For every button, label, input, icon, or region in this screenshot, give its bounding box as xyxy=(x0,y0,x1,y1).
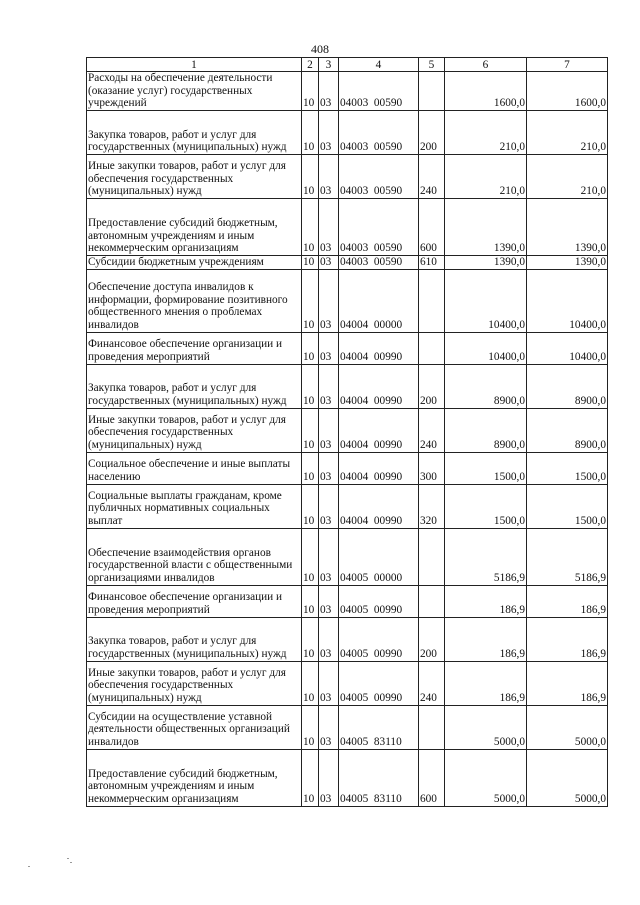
table-row xyxy=(87,661,608,705)
header-col-5: 5 xyxy=(419,58,445,72)
row-name: Финансовое обеспечение организации и проведения мероприятий xyxy=(87,585,302,617)
row-col-7: 1390,0 xyxy=(527,256,608,270)
row-col-7: 5000,0 xyxy=(527,705,608,749)
row-col-2: 10 xyxy=(302,111,319,155)
row-col-3: 03 xyxy=(319,155,339,199)
header-col-3: 3 xyxy=(319,58,339,72)
row-col-3: 03 xyxy=(319,199,339,256)
row-col-6: 10400,0 xyxy=(445,332,527,364)
row-col-6: 210,0 xyxy=(445,155,527,199)
row-col-2: 10 xyxy=(302,256,319,270)
table-row xyxy=(87,705,608,749)
table-row xyxy=(87,452,608,484)
row-col-5 xyxy=(419,585,445,617)
row-col-6: 10400,0 xyxy=(445,269,527,332)
row-col-7: 5000,0 xyxy=(527,749,608,806)
row-col-5: 200 xyxy=(419,617,445,661)
table-row xyxy=(87,256,608,270)
row-col-3: 03 xyxy=(319,452,339,484)
row-col-7: 1600,0 xyxy=(527,72,608,111)
row-name: Предоставление субсидий бюджетным, автономным учреждениям и иным некоммерческим организациям xyxy=(87,199,302,256)
table-row xyxy=(87,332,608,364)
row-col-5: 320 xyxy=(419,484,445,528)
row-col-7: 1500,0 xyxy=(527,452,608,484)
table-row xyxy=(87,749,608,806)
row-col-2: 10 xyxy=(302,72,319,111)
row-col-6: 186,9 xyxy=(445,661,527,705)
table-row xyxy=(87,155,608,199)
row-code: 04005 00000 xyxy=(339,528,419,585)
header-col-2: 2 xyxy=(302,58,319,72)
row-col-7: 186,9 xyxy=(527,585,608,617)
row-col-5: 200 xyxy=(419,111,445,155)
row-col-5: 240 xyxy=(419,661,445,705)
row-col-5 xyxy=(419,705,445,749)
row-col-3: 03 xyxy=(319,364,339,408)
header-col-4: 4 xyxy=(339,58,419,72)
row-col-2: 10 xyxy=(302,585,319,617)
row-col-6: 1600,0 xyxy=(445,72,527,111)
row-col-6: 5186,9 xyxy=(445,528,527,585)
row-col-3: 03 xyxy=(319,332,339,364)
row-col-2: 10 xyxy=(302,749,319,806)
table-row xyxy=(87,484,608,528)
row-col-7: 186,9 xyxy=(527,617,608,661)
row-col-2: 10 xyxy=(302,364,319,408)
row-name: Иные закупки товаров, работ и услуг для обеспечения государственных (муниципальных) нужд xyxy=(87,661,302,705)
row-col-6: 1500,0 xyxy=(445,484,527,528)
row-code: 04003 00590 xyxy=(339,72,419,111)
table-row xyxy=(87,269,608,332)
row-col-2: 10 xyxy=(302,269,319,332)
row-col-7: 8900,0 xyxy=(527,364,608,408)
row-col-3: 03 xyxy=(319,72,339,111)
row-name: Закупка товаров, работ и услуг для государственных (муниципальных) нужд xyxy=(87,364,302,408)
row-code: 04003 00590 xyxy=(339,155,419,199)
row-name: Расходы на обеспечение деятельности (оказание услуг) государственных учреждений xyxy=(87,72,302,111)
row-col-5: 240 xyxy=(419,408,445,452)
row-col-7: 10400,0 xyxy=(527,269,608,332)
row-name: Иные закупки товаров, работ и услуг для обеспечения государственных (муниципальных) нужд xyxy=(87,408,302,452)
row-code: 04004 00990 xyxy=(339,332,419,364)
scan-speck xyxy=(28,866,30,867)
row-col-6: 1390,0 xyxy=(445,199,527,256)
row-col-5: 600 xyxy=(419,749,445,806)
row-code: 04004 00990 xyxy=(339,408,419,452)
row-col-7: 5186,9 xyxy=(527,528,608,585)
row-col-6: 210,0 xyxy=(445,111,527,155)
page-number: 408 xyxy=(311,42,329,56)
budget-table xyxy=(86,57,608,807)
row-col-7: 10400,0 xyxy=(527,332,608,364)
row-col-7: 186,9 xyxy=(527,661,608,705)
row-name: Субсидии на осуществление уставной деятельности общественных организаций инвалидов xyxy=(87,705,302,749)
row-col-2: 10 xyxy=(302,452,319,484)
row-col-2: 10 xyxy=(302,332,319,364)
row-col-5 xyxy=(419,332,445,364)
row-col-6: 1390,0 xyxy=(445,256,527,270)
row-col-5: 610 xyxy=(419,256,445,270)
row-col-3: 03 xyxy=(319,269,339,332)
row-col-6: 8900,0 xyxy=(445,408,527,452)
row-name: Обеспечение доступа инвалидов к информации, формирование позитивного общественного мнения о проблемах инвалидов xyxy=(87,269,302,332)
row-col-3: 03 xyxy=(319,484,339,528)
row-col-3: 03 xyxy=(319,705,339,749)
row-col-2: 10 xyxy=(302,199,319,256)
header-row xyxy=(87,58,608,72)
row-name: Социальные выплаты гражданам, кроме публичных нормативных социальных выплат xyxy=(87,484,302,528)
row-col-3: 03 xyxy=(319,408,339,452)
scan-speck xyxy=(70,862,72,863)
row-col-5 xyxy=(419,528,445,585)
row-col-3: 03 xyxy=(319,617,339,661)
row-code: 04003 00590 xyxy=(339,199,419,256)
table-row xyxy=(87,72,608,111)
row-col-7: 8900,0 xyxy=(527,408,608,452)
table-row xyxy=(87,111,608,155)
row-code: 04003 00590 xyxy=(339,256,419,270)
row-col-5: 240 xyxy=(419,155,445,199)
row-code: 04004 00000 xyxy=(339,269,419,332)
row-name: Финансовое обеспечение организации и проведения мероприятий xyxy=(87,332,302,364)
row-name: Субсидии бюджетным учреждениям xyxy=(87,256,302,270)
row-col-7: 1390,0 xyxy=(527,199,608,256)
row-col-6: 1500,0 xyxy=(445,452,527,484)
row-name: Закупка товаров, работ и услуг для государственных (муниципальных) нужд xyxy=(87,111,302,155)
row-col-6: 5000,0 xyxy=(445,705,527,749)
row-code: 04004 00990 xyxy=(339,484,419,528)
header-col-7: 7 xyxy=(527,58,608,72)
table-row xyxy=(87,528,608,585)
row-col-5: 600 xyxy=(419,199,445,256)
row-name: Социальное обеспечение и иные выплаты населению xyxy=(87,452,302,484)
table-row xyxy=(87,364,608,408)
header-col-6: 6 xyxy=(445,58,527,72)
row-name: Закупка товаров, работ и услуг для государственных (муниципальных) нужд xyxy=(87,617,302,661)
scan-speck xyxy=(67,858,69,859)
row-code: 04005 00990 xyxy=(339,585,419,617)
row-col-7: 1500,0 xyxy=(527,484,608,528)
row-col-2: 10 xyxy=(302,484,319,528)
row-col-3: 03 xyxy=(319,585,339,617)
row-col-3: 03 xyxy=(319,749,339,806)
row-col-3: 03 xyxy=(319,256,339,270)
header-col-1: 1 xyxy=(87,58,302,72)
row-name: Иные закупки товаров, работ и услуг для обеспечения государственных (муниципальных) нужд xyxy=(87,155,302,199)
row-col-6: 186,9 xyxy=(445,617,527,661)
row-col-2: 10 xyxy=(302,661,319,705)
row-col-7: 210,0 xyxy=(527,155,608,199)
row-code: 04005 00990 xyxy=(339,661,419,705)
row-code: 04005 83110 xyxy=(339,705,419,749)
row-col-2: 10 xyxy=(302,155,319,199)
row-col-5 xyxy=(419,72,445,111)
row-col-3: 03 xyxy=(319,528,339,585)
row-code: 04005 00990 xyxy=(339,617,419,661)
row-col-5: 300 xyxy=(419,452,445,484)
row-name: Обеспечение взаимодействия органов государственной власти с общественными организациями инвалидов xyxy=(87,528,302,585)
row-col-6: 186,9 xyxy=(445,585,527,617)
row-code: 04004 00990 xyxy=(339,452,419,484)
table-row xyxy=(87,585,608,617)
row-col-2: 10 xyxy=(302,617,319,661)
row-col-2: 10 xyxy=(302,705,319,749)
table-row xyxy=(87,617,608,661)
row-col-3: 03 xyxy=(319,661,339,705)
row-col-6: 8900,0 xyxy=(445,364,527,408)
table-row xyxy=(87,199,608,256)
row-col-2: 10 xyxy=(302,408,319,452)
row-code: 04005 83110 xyxy=(339,749,419,806)
row-col-5: 200 xyxy=(419,364,445,408)
row-col-5 xyxy=(419,269,445,332)
row-col-3: 03 xyxy=(319,111,339,155)
row-code: 04004 00990 xyxy=(339,364,419,408)
row-col-2: 10 xyxy=(302,528,319,585)
row-name: Предоставление субсидий бюджетным, автономным учреждениям и иным некоммерческим организациям xyxy=(87,749,302,806)
row-col-6: 5000,0 xyxy=(445,749,527,806)
row-col-7: 210,0 xyxy=(527,111,608,155)
row-code: 04003 00590 xyxy=(339,111,419,155)
table-row xyxy=(87,408,608,452)
